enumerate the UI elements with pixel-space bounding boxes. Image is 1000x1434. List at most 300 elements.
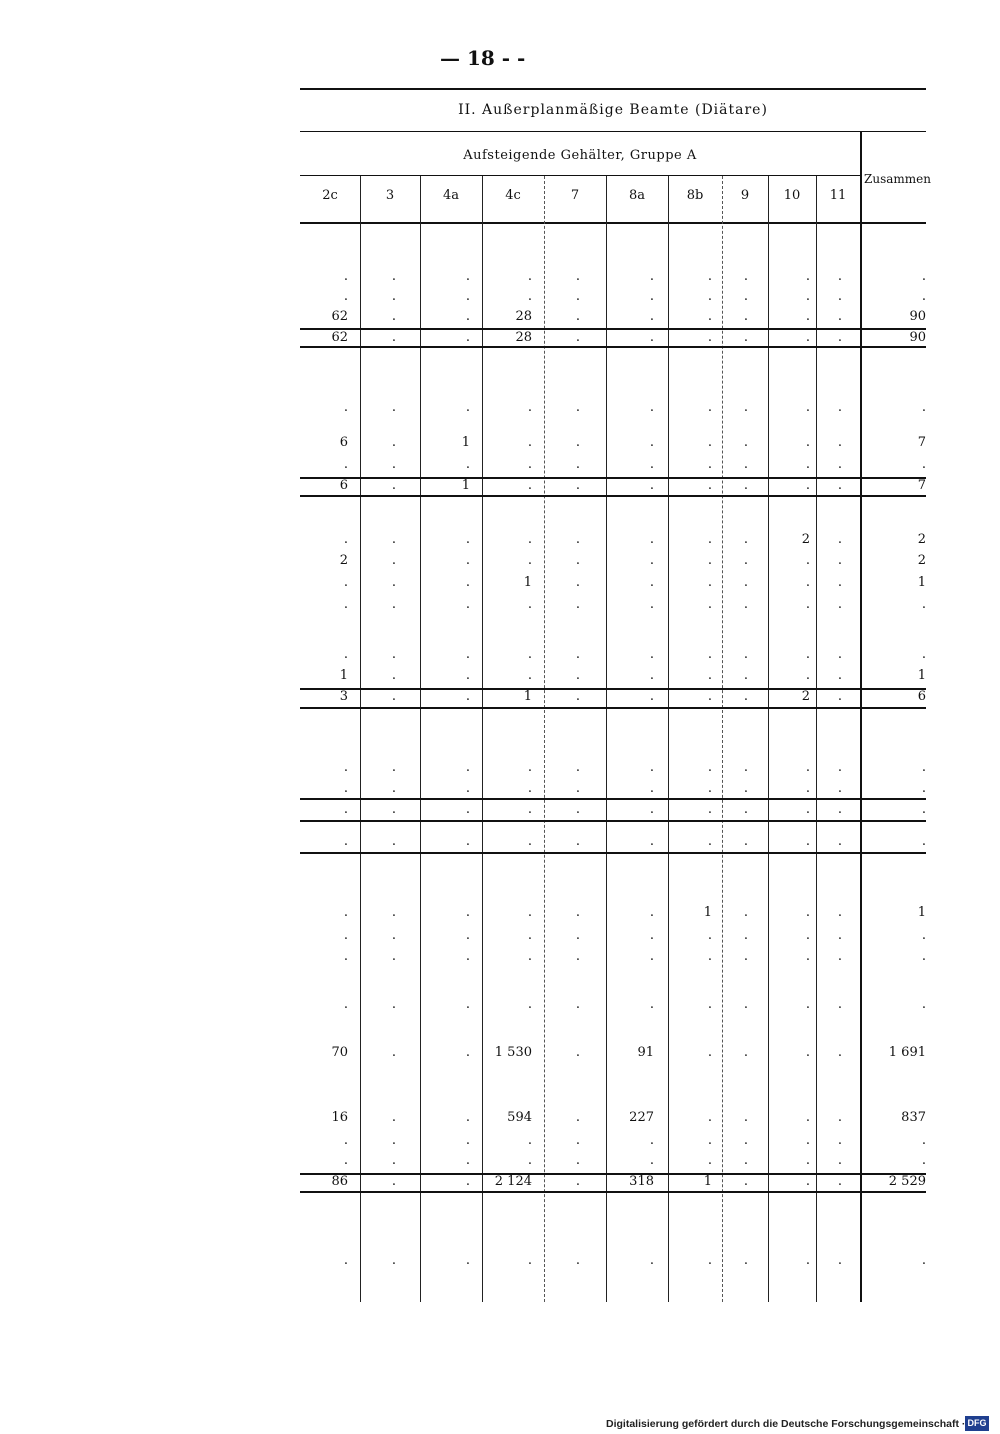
table-cell: . — [707, 597, 712, 612]
table-cell: . — [837, 1133, 842, 1148]
table-cell: . — [837, 1174, 842, 1189]
column-divider — [420, 176, 421, 1302]
table-cell: . — [743, 802, 748, 817]
table-cell: . — [343, 1253, 348, 1268]
table-cell: . — [805, 997, 810, 1012]
table-cell: . — [707, 553, 712, 568]
table-cell: . — [805, 949, 810, 964]
table-cell: . — [707, 289, 712, 304]
table-cell: . — [575, 400, 580, 415]
table-cell: . — [837, 997, 842, 1012]
table-cell: . — [391, 457, 396, 472]
table-cell: . — [805, 647, 810, 662]
table-cell: . — [921, 834, 926, 849]
table-cell: . — [805, 553, 810, 568]
table-cell: . — [921, 997, 926, 1012]
section-title: II. Außerplanmäßige Beamte (Diätare) — [458, 102, 768, 118]
table-cell: 1 — [917, 905, 926, 920]
table-cell: . — [743, 1133, 748, 1148]
table-cell: . — [575, 435, 580, 450]
column-header: 7 — [570, 188, 580, 203]
table-cell: . — [465, 760, 470, 775]
table-cell: . — [805, 1110, 810, 1125]
table-cell: . — [391, 1153, 396, 1168]
table-cell: . — [649, 400, 654, 415]
table-cell: . — [743, 760, 748, 775]
section-rule — [300, 852, 926, 854]
table-cell: . — [649, 289, 654, 304]
table-cell: . — [837, 689, 842, 704]
table-cell: 2 — [917, 553, 926, 568]
table-cell: . — [921, 457, 926, 472]
table-cell: . — [391, 435, 396, 450]
table-cell: . — [707, 330, 712, 345]
table-cell: 2 — [917, 532, 926, 547]
table-cell: . — [391, 1253, 396, 1268]
table-cell: . — [743, 269, 748, 284]
column-header: 10 — [783, 188, 801, 203]
table-cell: . — [837, 781, 842, 796]
column-divider — [360, 176, 361, 1302]
page-number: — 18 - - — [440, 46, 526, 70]
table-cell: . — [391, 400, 396, 415]
table-cell: . — [343, 1153, 348, 1168]
table-cell: . — [575, 1133, 580, 1148]
table-cell: . — [837, 1153, 842, 1168]
table-cell: . — [391, 905, 396, 920]
table-cell: 2 529 — [888, 1174, 926, 1189]
table-cell: . — [649, 269, 654, 284]
table-cell: . — [805, 668, 810, 683]
table-cell: . — [649, 532, 654, 547]
table-cell: . — [805, 309, 810, 324]
table-cell: . — [391, 330, 396, 345]
table-cell: . — [575, 575, 580, 590]
table-cell: 1 — [917, 575, 926, 590]
table-cell: . — [343, 457, 348, 472]
column-header: 3 — [385, 188, 395, 203]
table-cell: . — [707, 1253, 712, 1268]
table-cell: . — [743, 668, 748, 683]
table-cell: . — [837, 834, 842, 849]
table-cell: . — [649, 1153, 654, 1168]
table-cell: . — [527, 478, 532, 493]
table-cell: . — [391, 575, 396, 590]
table-cell: . — [465, 834, 470, 849]
table-cell: . — [805, 478, 810, 493]
table-cell: . — [837, 949, 842, 964]
table-cell: . — [837, 532, 842, 547]
table-cell: . — [575, 834, 580, 849]
group-title: Aufsteigende Gehälter, Gruppe A — [463, 148, 697, 163]
column-header: 11 — [829, 188, 847, 203]
table-cell: . — [743, 905, 748, 920]
table-cell: . — [707, 689, 712, 704]
table-cell: . — [707, 575, 712, 590]
table-cell: . — [527, 1133, 532, 1148]
table-cell: . — [575, 1174, 580, 1189]
table-cell: . — [575, 928, 580, 943]
table-cell: . — [649, 781, 654, 796]
table-cell: . — [837, 1253, 842, 1268]
table-cell: . — [575, 647, 580, 662]
table-cell: . — [391, 553, 396, 568]
table-cell: . — [707, 457, 712, 472]
table-cell: . — [391, 802, 396, 817]
table-cell: . — [465, 1153, 470, 1168]
table-cell: . — [707, 269, 712, 284]
table-cell: . — [527, 1253, 532, 1268]
table-cell: . — [805, 330, 810, 345]
table-cell: . — [575, 269, 580, 284]
table-cell: . — [921, 781, 926, 796]
table-cell: . — [343, 597, 348, 612]
table-cell: . — [837, 553, 842, 568]
table-cell: . — [649, 597, 654, 612]
table-cell: . — [921, 1133, 926, 1148]
table-cell: . — [391, 781, 396, 796]
footer-credit: Digitalisierung gefördert durch die Deutsche Forschungsgemeinschaft · — [606, 1418, 966, 1430]
table-cell: . — [575, 597, 580, 612]
table-cell: . — [743, 928, 748, 943]
table-cell: . — [575, 532, 580, 547]
table-cell: 28 — [515, 330, 532, 345]
header-bottom-rule — [300, 222, 926, 224]
table-cell: . — [527, 760, 532, 775]
table-cell: . — [649, 949, 654, 964]
column-header: 4c — [505, 188, 521, 203]
table-cell: . — [743, 478, 748, 493]
table-cell: . — [921, 597, 926, 612]
table-cell: . — [837, 457, 842, 472]
table-cell: . — [743, 400, 748, 415]
table-cell: 28 — [515, 309, 532, 324]
table-cell: . — [921, 1153, 926, 1168]
table-cell: . — [837, 597, 842, 612]
table-cell: . — [837, 309, 842, 324]
table-cell: . — [343, 781, 348, 796]
table-cell: . — [391, 597, 396, 612]
table-cell: . — [527, 781, 532, 796]
table-cell: . — [921, 400, 926, 415]
table-cell: . — [465, 289, 470, 304]
table-cell: . — [707, 1153, 712, 1168]
table-cell: . — [391, 478, 396, 493]
table-cell: . — [743, 689, 748, 704]
table-cell: . — [921, 269, 926, 284]
table-cell: . — [343, 289, 348, 304]
table-cell: . — [465, 997, 470, 1012]
table-cell: . — [391, 309, 396, 324]
table-cell: . — [805, 1133, 810, 1148]
table-cell: . — [391, 760, 396, 775]
table-cell: . — [805, 905, 810, 920]
table-cell: 1 — [703, 905, 712, 920]
table-cell: . — [805, 1253, 810, 1268]
table-cell: . — [837, 668, 842, 683]
table-cell: . — [743, 1153, 748, 1168]
table-cell: . — [921, 1253, 926, 1268]
table-cell: . — [527, 905, 532, 920]
table-cell: . — [391, 928, 396, 943]
table-cell: . — [649, 457, 654, 472]
table-cell: . — [575, 289, 580, 304]
table-cell: 6 — [339, 435, 348, 450]
table-cell: . — [805, 575, 810, 590]
table-cell: . — [465, 330, 470, 345]
table-cell: . — [391, 834, 396, 849]
table-cell: . — [575, 1253, 580, 1268]
column-header: 9 — [740, 188, 750, 203]
table-cell: . — [343, 269, 348, 284]
table-cell: 91 — [637, 1045, 654, 1060]
table-cell: . — [575, 1110, 580, 1125]
table-cell: . — [575, 330, 580, 345]
table-cell: . — [707, 1045, 712, 1060]
table-cell: . — [837, 1110, 842, 1125]
table-cell: 227 — [629, 1110, 654, 1125]
table-cell: . — [343, 400, 348, 415]
table-cell: . — [805, 289, 810, 304]
table-cell: . — [707, 997, 712, 1012]
table-cell: . — [743, 997, 748, 1012]
table-cell: . — [707, 309, 712, 324]
table-cell: . — [391, 689, 396, 704]
table-cell: . — [837, 400, 842, 415]
table-cell: . — [921, 928, 926, 943]
table-cell: 6 — [339, 478, 348, 493]
table-cell: . — [527, 532, 532, 547]
table-cell: 3 — [339, 689, 348, 704]
table-cell: . — [575, 668, 580, 683]
table-cell: . — [707, 435, 712, 450]
table-cell: 1 — [339, 668, 348, 683]
column-header: 2c — [322, 188, 338, 203]
table-cell: . — [343, 575, 348, 590]
table-cell: . — [575, 478, 580, 493]
table-cell: . — [805, 1153, 810, 1168]
sum-column-label: Zusammen — [864, 172, 931, 186]
table-cell: . — [805, 781, 810, 796]
table-cell: . — [649, 1253, 654, 1268]
table-cell: . — [743, 309, 748, 324]
table-cell: . — [707, 802, 712, 817]
table-cell: . — [743, 289, 748, 304]
table-cell: . — [465, 668, 470, 683]
table-cell: . — [837, 905, 842, 920]
table-cell: . — [575, 802, 580, 817]
table-cell: . — [391, 949, 396, 964]
table-cell: 1 — [461, 435, 470, 450]
table-cell: 318 — [629, 1174, 654, 1189]
dfg-logo: DFG — [965, 1416, 989, 1431]
table-cell: . — [805, 802, 810, 817]
table-cell: . — [527, 647, 532, 662]
table-cell: 62 — [331, 309, 348, 324]
table-cell: . — [649, 834, 654, 849]
table-cell: . — [465, 647, 470, 662]
table-cell: . — [743, 647, 748, 662]
table-cell: . — [837, 435, 842, 450]
table-cell: . — [707, 781, 712, 796]
table-cell: . — [575, 689, 580, 704]
table-cell: . — [391, 1133, 396, 1148]
column-divider — [860, 132, 862, 1302]
table-cell: . — [805, 269, 810, 284]
section-rule — [300, 707, 926, 709]
table-cell: . — [465, 928, 470, 943]
table-cell: . — [527, 553, 532, 568]
table-cell: . — [707, 478, 712, 493]
table-cell: 2 124 — [494, 1174, 532, 1189]
table-cell: . — [527, 289, 532, 304]
table-cell: 6 — [917, 689, 926, 704]
table-cell: 62 — [331, 330, 348, 345]
table-cell: 1 530 — [494, 1045, 532, 1060]
table-cell: . — [465, 689, 470, 704]
table-cell: . — [465, 1045, 470, 1060]
table-cell: . — [707, 928, 712, 943]
table-cell: . — [921, 802, 926, 817]
table-cell: . — [527, 457, 532, 472]
table-cell: . — [575, 905, 580, 920]
table-cell: . — [575, 1153, 580, 1168]
table-cell: . — [575, 760, 580, 775]
table-cell: . — [649, 309, 654, 324]
table-cell: . — [391, 668, 396, 683]
table-cell: . — [837, 330, 842, 345]
table-cell: . — [707, 1133, 712, 1148]
table-cell: . — [743, 949, 748, 964]
table-cell: . — [649, 575, 654, 590]
table-cell: . — [575, 781, 580, 796]
table-cell: . — [465, 532, 470, 547]
table-cell: . — [649, 647, 654, 662]
table-cell: . — [343, 802, 348, 817]
table-cell: . — [649, 760, 654, 775]
table-cell: . — [649, 905, 654, 920]
table-cell: . — [805, 457, 810, 472]
table-cell: . — [465, 457, 470, 472]
table-cell: . — [527, 834, 532, 849]
table-cell: . — [575, 949, 580, 964]
top-rule — [300, 88, 926, 90]
table-cell: . — [649, 1133, 654, 1148]
table-cell: . — [707, 532, 712, 547]
table-cell: . — [921, 289, 926, 304]
table-cell: . — [837, 269, 842, 284]
table-cell: . — [837, 928, 842, 943]
table-cell: . — [465, 1174, 470, 1189]
table-cell: . — [805, 597, 810, 612]
table-cell: . — [465, 400, 470, 415]
table-cell: . — [343, 532, 348, 547]
table-cell: . — [527, 668, 532, 683]
column-divider — [768, 176, 769, 1302]
table-cell: 2 — [801, 532, 810, 547]
table-cell: . — [649, 478, 654, 493]
table-cell: . — [527, 400, 532, 415]
table-cell: . — [743, 457, 748, 472]
table-cell: . — [391, 647, 396, 662]
table-cell: . — [391, 289, 396, 304]
section-rule — [300, 346, 926, 348]
table-cell: 7 — [917, 478, 926, 493]
table-cell: . — [921, 760, 926, 775]
table-cell: . — [805, 928, 810, 943]
table-cell: . — [527, 928, 532, 943]
table-cell: . — [649, 689, 654, 704]
table-cell: 16 — [331, 1110, 348, 1125]
table-cell: . — [465, 781, 470, 796]
table-cell: . — [527, 269, 532, 284]
table-cell: . — [743, 597, 748, 612]
table-cell: . — [743, 1045, 748, 1060]
table-cell: 7 — [917, 435, 926, 450]
table-cell: . — [837, 478, 842, 493]
table-cell: . — [527, 949, 532, 964]
column-header: 4a — [442, 188, 460, 203]
table-cell: . — [343, 647, 348, 662]
table-cell: . — [649, 435, 654, 450]
table-cell: . — [343, 1133, 348, 1148]
table-cell: . — [707, 949, 712, 964]
table-cell: . — [743, 781, 748, 796]
section-rule — [300, 1191, 926, 1193]
table-cell: . — [527, 997, 532, 1012]
table-cell: . — [527, 802, 532, 817]
table-cell: . — [743, 1110, 748, 1125]
table-cell: 1 691 — [888, 1045, 926, 1060]
section-rule — [300, 798, 926, 800]
table-cell: . — [391, 1110, 396, 1125]
table-cell: . — [649, 330, 654, 345]
table-cell: . — [465, 597, 470, 612]
table-cell: . — [707, 400, 712, 415]
table-cell: . — [465, 1253, 470, 1268]
table-cell: . — [805, 1045, 810, 1060]
table-cell: 594 — [507, 1110, 532, 1125]
table-cell: . — [343, 905, 348, 920]
table-cell: . — [743, 575, 748, 590]
table-cell: . — [465, 949, 470, 964]
table-cell: . — [343, 997, 348, 1012]
table-cell: . — [649, 553, 654, 568]
table-cell: . — [575, 997, 580, 1012]
table-cell: . — [527, 1153, 532, 1168]
table-cell: . — [707, 668, 712, 683]
table-cell: . — [837, 1045, 842, 1060]
column-header: 8b — [686, 188, 704, 203]
table-cell: . — [837, 289, 842, 304]
section-rule — [300, 131, 926, 132]
table-cell: 2 — [801, 689, 810, 704]
table-cell: . — [391, 532, 396, 547]
table-cell: 70 — [331, 1045, 348, 1060]
table-cell: . — [391, 997, 396, 1012]
table-cell: . — [743, 330, 748, 345]
table-cell: . — [575, 1045, 580, 1060]
table-cell: . — [837, 802, 842, 817]
table-cell: . — [743, 553, 748, 568]
table-cell: . — [465, 309, 470, 324]
table-cell: . — [743, 532, 748, 547]
column-divider — [668, 176, 669, 1302]
table-cell: . — [575, 309, 580, 324]
table-cell: . — [743, 834, 748, 849]
table-cell: . — [575, 553, 580, 568]
section-rule — [300, 820, 926, 822]
